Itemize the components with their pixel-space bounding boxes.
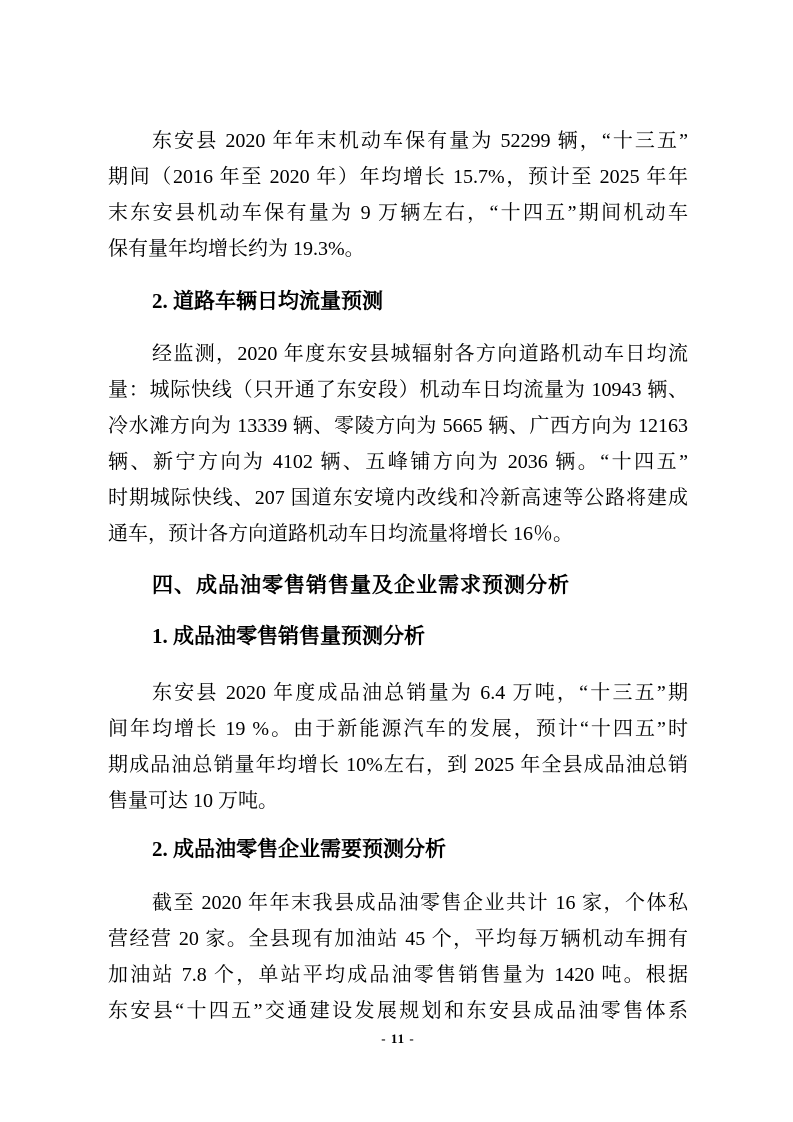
heading-retail-enterprise: 2. 成品油零售企业需要预测分析 [152,837,446,861]
paragraph-line: 间年均增长 19 %。由于新能源汽车的发展，预计“十四五”时 [108,718,688,740]
page-number: - 11 - [381,1031,415,1046]
heading-retail-sales: 1. 成品油零售销售量预测分析 [152,624,425,648]
paragraph-line: 东安县“十四五”交通建设发展规划和东安县成品油零售体系 [108,1000,688,1022]
paragraph-line: 保有量年均增长约为 19.3%。 [108,238,365,260]
paragraph-line: 东安县 2020 年度成品油总销量为 6.4 万吨，“十三五”期 [152,682,688,704]
paragraph-line: 截至 2020 年年末我县成品油零售企业共计 16 家，个体私 [152,892,688,914]
heading-road-flow: 2. 道路车辆日均流量预测 [152,289,383,313]
paragraph-line: 东安县 2020 年年末机动车保有量为 52299 辆，“十三五” [152,130,688,152]
paragraph-line: 售量可达 10 万吨。 [108,790,278,812]
paragraph-retail-sales [108,675,688,819]
paragraph-retail-enterprise [108,885,688,1029]
paragraph-line: 末东安县机动车保有量为 9 万辆左右，“十四五”期间机动车 [108,202,688,224]
paragraph-line: 冷水滩方向为 13339 辆、零陵方向为 5665 辆、广西方向为 12163 [108,415,688,437]
paragraph-line: 期成品油总销量年均增长 10%左右，到 2025 年全县成品油总销 [108,754,688,776]
paragraph-line: 通车，预计各方向道路机动车日均流量将增长 16％。 [108,523,573,545]
paragraph-line: 经监测，2020 年度东安县城辐射各方向道路机动车日均流 [152,343,688,365]
paragraph-road-flow [108,336,688,552]
paragraph-line: 营经营 20 家。全县现有加油站 45 个，平均每万辆机动车拥有 [108,928,688,950]
paragraph-line: 加油站 7.8 个，单站平均成品油零售销售量为 1420 吨。根据 [108,964,688,986]
paragraph-line: 时期城际快线、207 国道东安境内改线和冷新高速等公路将建成 [108,487,688,509]
paragraph-line: 量：城际快线（只开通了东安段）机动车日均流量为 10943 辆、 [108,379,688,401]
heading-section-four: 四、成品油零售销售量及企业需求预测分析 [152,574,570,597]
paragraph-line: 期间（2016 年至 2020 年）年均增长 15.7%，预计至 2025 年年 [108,166,688,188]
paragraph-vehicle-ownership [108,123,688,267]
paragraph-line: 辆、新宁方向为 4102 辆、五峰铺方向为 2036 辆。“十四五” [108,451,688,473]
